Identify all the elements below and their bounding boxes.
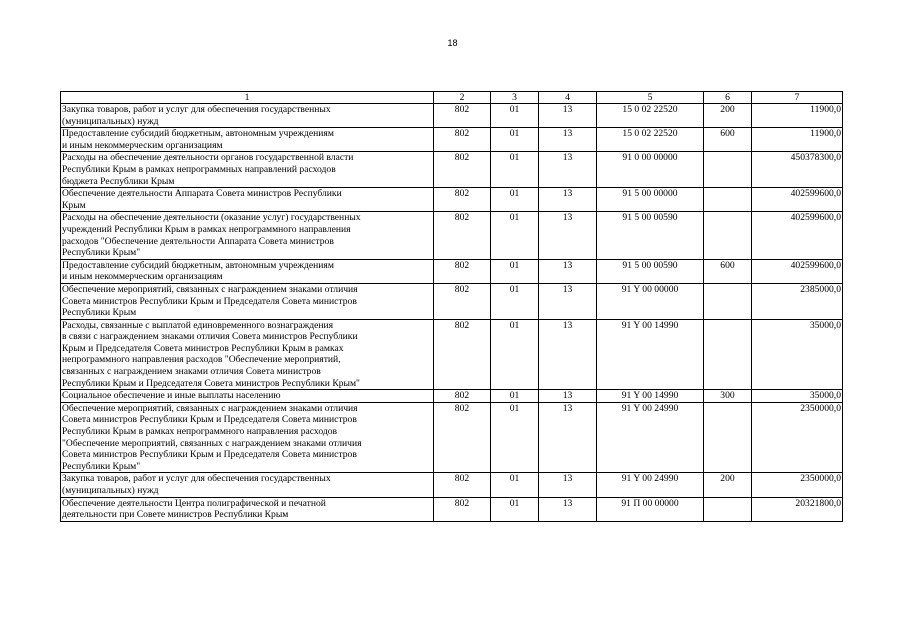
amount: 35000,0 bbox=[752, 319, 843, 390]
target-article-code: 91 Y 00 14990 bbox=[597, 390, 704, 403]
subsection-code: 13 bbox=[539, 128, 597, 152]
section-code: 01 bbox=[491, 128, 539, 152]
section-code: 01 bbox=[491, 188, 539, 212]
ministry-code: 802 bbox=[434, 497, 491, 521]
header-row bbox=[61, 92, 843, 104]
expense-name: Обеспечение мероприятий, связанных с награждением знаками отличия Совета министров Республики Крым и Председателя Совета министров Республики Крым в рамках непрограммного направления расходов "Обеспечение мероприятий, связанных с награждением знаками отличия Совета министров Республики Крым и Председателя Совета министров Республики Крым" bbox=[61, 402, 434, 473]
ministry-code: 802 bbox=[434, 188, 491, 212]
column-header: 4 bbox=[539, 92, 597, 104]
subsection-code: 13 bbox=[539, 212, 597, 259]
expense-type-code: 600 bbox=[704, 259, 752, 283]
target-article-code: 91 5 00 00590 bbox=[597, 259, 704, 283]
subsection-code: 13 bbox=[539, 259, 597, 283]
expense-type-code: 600 bbox=[704, 128, 752, 152]
expense-type-code bbox=[704, 188, 752, 212]
table-row bbox=[61, 259, 843, 283]
column-header: 1 bbox=[61, 92, 434, 104]
ministry-code: 802 bbox=[434, 319, 491, 390]
expense-type-code bbox=[704, 212, 752, 259]
section-code: 01 bbox=[491, 212, 539, 259]
amount: 35000,0 bbox=[752, 390, 843, 403]
subsection-code: 13 bbox=[539, 104, 597, 128]
expense-type-code bbox=[704, 402, 752, 473]
page-number: 18 bbox=[447, 38, 458, 48]
table-row bbox=[61, 390, 843, 403]
table-row bbox=[61, 283, 843, 319]
target-article-code: 91 Y 00 24990 bbox=[597, 473, 704, 497]
subsection-code: 13 bbox=[539, 497, 597, 521]
column-header: 7 bbox=[752, 92, 843, 104]
ministry-code: 802 bbox=[434, 283, 491, 319]
amount: 402599600,0 bbox=[752, 188, 843, 212]
expense-name: Социальное обеспечение и иные выплаты населению bbox=[61, 390, 434, 403]
target-article-code: 91 5 00 00000 bbox=[597, 188, 704, 212]
expense-type-code: 300 bbox=[704, 390, 752, 403]
amount: 450378300,0 bbox=[752, 152, 843, 188]
target-article-code: 91 Y 00 00000 bbox=[597, 283, 704, 319]
section-code: 01 bbox=[491, 402, 539, 473]
ministry-code: 802 bbox=[434, 104, 491, 128]
section-code: 01 bbox=[491, 152, 539, 188]
ministry-code: 802 bbox=[434, 212, 491, 259]
ministry-code: 802 bbox=[434, 390, 491, 403]
section-code: 01 bbox=[491, 473, 539, 497]
expense-name: Обеспечение деятельности Аппарата Совета министров Республики Крым bbox=[61, 188, 434, 212]
table-row bbox=[61, 319, 843, 390]
column-header: 6 bbox=[704, 92, 752, 104]
expense-name: Обеспечение мероприятий, связанных с награждением знаками отличия Совета министров Республики Крым и Председателя Совета министров Республики Крым bbox=[61, 283, 434, 319]
expense-name: Закупка товаров, работ и услуг для обеспечения государственных (муниципальных) нужд bbox=[61, 104, 434, 128]
section-code: 01 bbox=[491, 497, 539, 521]
target-article-code: 91 П 00 00000 bbox=[597, 497, 704, 521]
table-row bbox=[61, 473, 843, 497]
expense-type-code bbox=[704, 319, 752, 390]
column-header: 5 bbox=[597, 92, 704, 104]
amount: 20321800,0 bbox=[752, 497, 843, 521]
expense-name: Расходы на обеспечение деятельности органов государственной власти Республики Крым в рамках непрограммных направлений расходов бюджета Республики Крым bbox=[61, 152, 434, 188]
expense-name: Обеспечение деятельности Центра полиграфической и печатной деятельности при Совете министров Республики Крым bbox=[61, 497, 434, 521]
subsection-code: 13 bbox=[539, 473, 597, 497]
column-header: 3 bbox=[491, 92, 539, 104]
expense-type-code bbox=[704, 283, 752, 319]
ministry-code: 802 bbox=[434, 473, 491, 497]
section-code: 01 bbox=[491, 390, 539, 403]
table-row bbox=[61, 104, 843, 128]
table-row bbox=[61, 402, 843, 473]
column-header: 2 bbox=[434, 92, 491, 104]
target-article-code: 91 Y 00 14990 bbox=[597, 319, 704, 390]
amount: 11900,0 bbox=[752, 128, 843, 152]
amount: 2350000,0 bbox=[752, 473, 843, 497]
subsection-code: 13 bbox=[539, 402, 597, 473]
expense-name: Закупка товаров, работ и услуг для обеспечения государственных (муниципальных) нужд bbox=[61, 473, 434, 497]
target-article-code: 15 0 02 22520 bbox=[597, 104, 704, 128]
expense-name: Расходы на обеспечение деятельности (оказание услуг) государственных учреждений Республики Крым в рамках непрограммного направления расходов "Обеспечение деятельности Аппарата Совета министров Республики Крым" bbox=[61, 212, 434, 259]
target-article-code: 91 Y 00 24990 bbox=[597, 402, 704, 473]
subsection-code: 13 bbox=[539, 188, 597, 212]
ministry-code: 802 bbox=[434, 152, 491, 188]
subsection-code: 13 bbox=[539, 152, 597, 188]
ministry-code: 802 bbox=[434, 259, 491, 283]
section-code: 01 bbox=[491, 283, 539, 319]
subsection-code: 13 bbox=[539, 390, 597, 403]
table-row bbox=[61, 188, 843, 212]
amount: 2350000,0 bbox=[752, 402, 843, 473]
table-row bbox=[61, 152, 843, 188]
section-code: 01 bbox=[491, 104, 539, 128]
target-article-code: 91 0 00 00000 bbox=[597, 152, 704, 188]
expense-type-code bbox=[704, 152, 752, 188]
expense-name: Предоставление субсидий бюджетным, автономным учреждениям и иным некоммерческим организациям bbox=[61, 128, 434, 152]
ministry-code: 802 bbox=[434, 128, 491, 152]
amount: 402599600,0 bbox=[752, 212, 843, 259]
section-code: 01 bbox=[491, 259, 539, 283]
budget-table bbox=[60, 91, 843, 522]
target-article-code: 91 5 00 00590 bbox=[597, 212, 704, 259]
expense-type-code: 200 bbox=[704, 104, 752, 128]
expense-name: Предоставление субсидий бюджетным, автономным учреждениям и иным некоммерческим организациям bbox=[61, 259, 434, 283]
expense-type-code bbox=[704, 497, 752, 521]
table-row bbox=[61, 128, 843, 152]
amount: 402599600,0 bbox=[752, 259, 843, 283]
amount: 2385000,0 bbox=[752, 283, 843, 319]
amount: 11900,0 bbox=[752, 104, 843, 128]
table-row bbox=[61, 212, 843, 259]
target-article-code: 15 0 02 22520 bbox=[597, 128, 704, 152]
subsection-code: 13 bbox=[539, 283, 597, 319]
expense-name: Расходы, связанные с выплатой единовременного вознаграждения в связи с награждением знаками отличия Совета министров Республики Крым и Председателя Совета министров Республики Крым в рамках непрограммного направления расходов "Обеспечение мероприятий, связанных с награждением знаками отличия Совета министров Республики Крым и Председателя Совета министров Республики Крым" bbox=[61, 319, 434, 390]
section-code: 01 bbox=[491, 319, 539, 390]
ministry-code: 802 bbox=[434, 402, 491, 473]
table-row bbox=[61, 497, 843, 521]
subsection-code: 13 bbox=[539, 319, 597, 390]
expense-type-code: 200 bbox=[704, 473, 752, 497]
